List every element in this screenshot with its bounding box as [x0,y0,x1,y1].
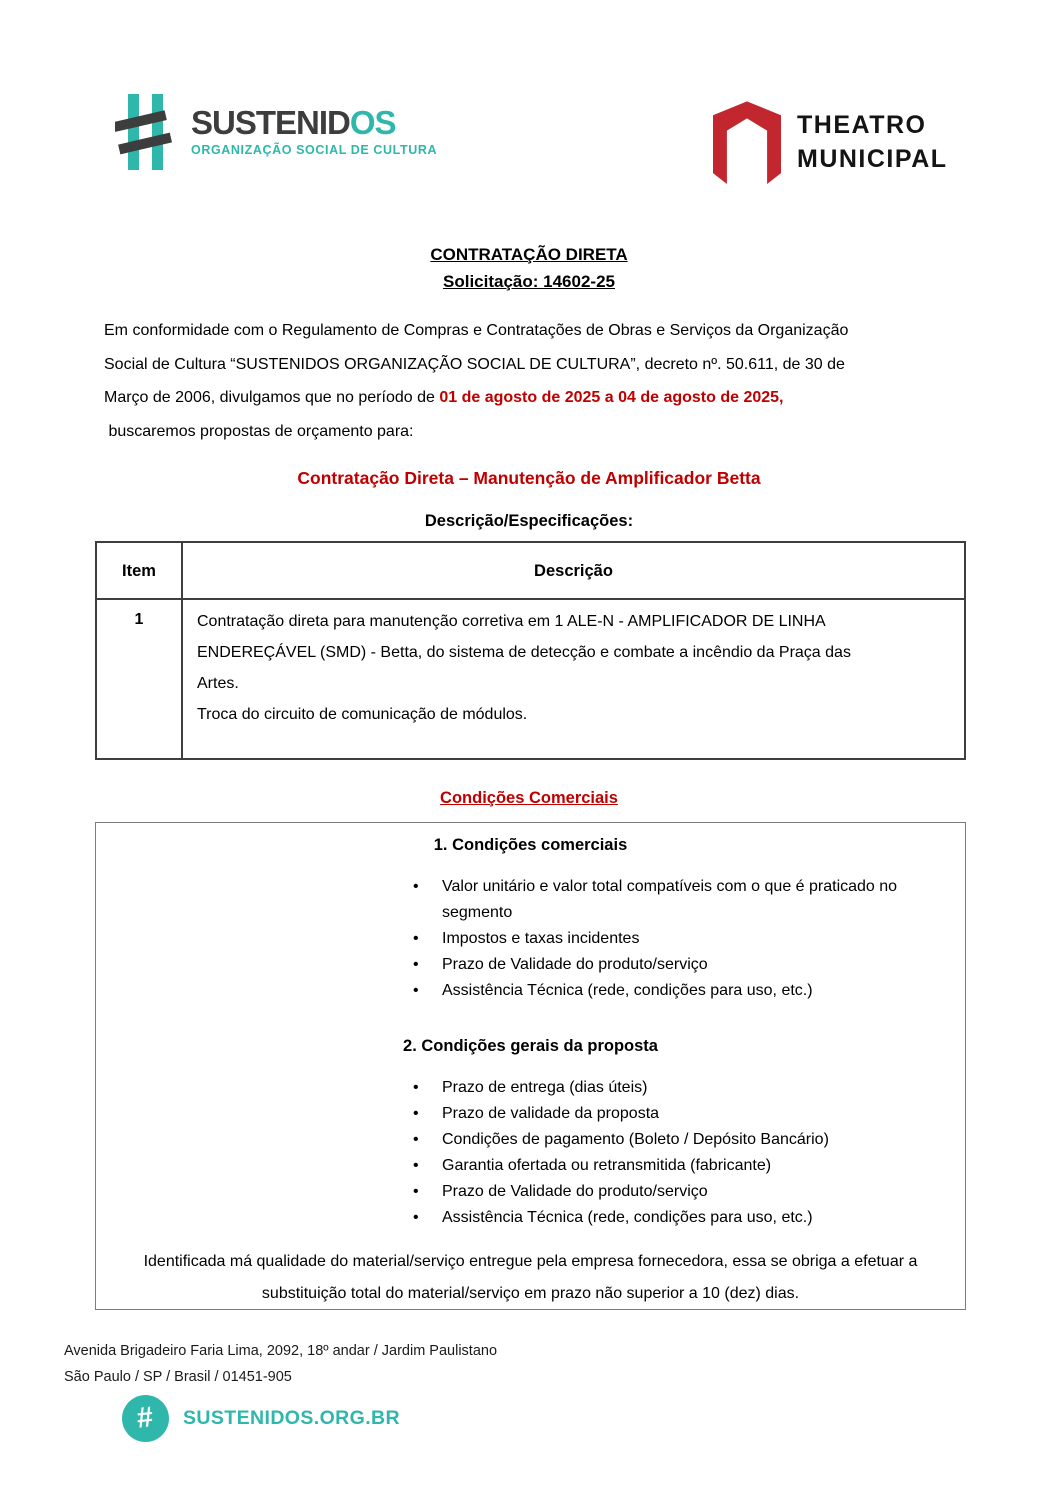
condition-bullet: • Prazo de entrega (dias úteis) [411,1075,945,1101]
spec-table-header-descricao: Descrição [534,562,613,580]
theatro-municipal-logo [713,98,948,185]
theatro-wordmark-line2: MUNICIPAL [797,144,948,173]
document-title-line2: Solicitação: 14602-25 [443,272,615,291]
sustenidos-logo [115,92,437,172]
spec-heading: Descrição/Especificações: [424,512,634,530]
theatro-wordmark [797,108,948,176]
spec-table [95,541,966,760]
condition-bullet: • Prazo de Validade do produto/serviço [411,952,945,978]
conditions-section1-list [411,874,945,1004]
quality-note [105,1246,957,1310]
intro-line3-prefix: Março de 2006, divulgamos que no período de [104,389,440,406]
theatro-wordmark-line1: THEATRO [797,110,927,139]
hash-glyph: # [135,1401,156,1435]
document-title-line1: CONTRATAÇÃO DIRETA [430,245,628,264]
condition-bullet: • Assistência Técnica (rede, condições para uso, etc.) [411,978,945,1004]
condition-bullet: • Garantia ofertada ou retransmitida (fabricante) [411,1153,945,1179]
intro-date-range: 01 de agosto de 2025 a 04 de agosto de 2025, [439,389,784,406]
spec-table-row [97,600,964,758]
condition-bullet: • Assistência Técnica (rede, condições para uso, etc.) [411,1205,945,1231]
footer-address-line2: São Paulo / SP / Brasil / 01451-905 [64,1368,292,1385]
spec-description-line: Artes. [197,675,239,692]
conditions-box [95,822,966,1310]
sustenidos-wordmark-accent: OS [349,104,396,141]
conditions-section2-title: 2. Condições gerais da proposta [403,1037,658,1055]
quality-note-line2: a substituição total do material/serviço em prazo não superior a 10 (dez) dias. [261,1253,918,1302]
spec-table-header-row [97,543,964,600]
sustenidos-wordmark [191,106,437,140]
intro-line4: buscaremos propostas de orçamento para: [104,422,414,440]
sustenidos-badge-icon [122,1395,169,1442]
conditions-section1-title: 1. Condições comerciais [433,836,628,854]
sustenidos-logo-text [191,92,437,157]
spec-item-number: 1 [97,600,183,758]
spec-table-header-item: Item [97,543,183,598]
condition-bullet: • Prazo de validade da proposta [411,1101,945,1127]
conditions-section2-list [411,1075,945,1231]
sustenidos-logo-subtitle: ORGANIZAÇÃO SOCIAL DE CULTURA [191,143,438,157]
intro-line3 [104,381,964,415]
spec-description-line: Contratação direta para manutenção corretiva em 1 ALE-N - AMPLIFICADOR DE LINHA [197,613,826,630]
footer-address [64,1339,497,1390]
sustenidos-wordmark-main: SUSTENID [191,104,350,141]
condition-bullet: • Valor unitário e valor total compatíveis com o que é praticado no segmento [411,874,945,926]
footer-brand [122,1395,400,1442]
spec-description-line: ENDEREÇÁVEL (SMD) - Betta, do sistema de detecção e combate a incêndio da Praça das [197,644,851,661]
conditions-heading: Condições Comerciais [440,789,618,807]
condition-bullet: • Condições de pagamento (Boleto / Depósito Bancário) [411,1127,945,1153]
procurement-section-title: Contratação Direta – Manutenção de Amplificador Betta [297,468,761,488]
footer-address-line1: Avenida Brigadeiro Faria Lima, 2092, 18º andar / Jardim Paulistano [64,1343,498,1359]
intro-paragraph [104,314,964,448]
sustenidos-hash-icon [115,92,177,172]
spec-description-line: Troca do circuito de comunicação de módulos. [197,706,528,723]
theatro-arch-icon [713,98,781,185]
document-title [0,241,1058,295]
spec-item-description [183,600,964,758]
condition-bullet: • Prazo de Validade do produto/serviço [411,1179,945,1205]
intro-line2: Social de Cultura “SUSTENIDOS ORGANIZAÇÃO SOCIAL DE CULTURA”, decreto nº. 50.611, de 30 de [104,355,845,373]
intro-line1: Em conformidade com o Regulamento de Compras e Contratações de Obras e Serviços da Organização [104,322,849,339]
quality-note-line1: Identificada má qualidade do material/serviço entregue pela empresa fornecedora, essa se obriga a efetuar [143,1253,905,1270]
condition-bullet: • Impostos e taxas incidentes [411,926,945,952]
footer-website: SUSTENIDOS.ORG.BR [183,1407,400,1429]
